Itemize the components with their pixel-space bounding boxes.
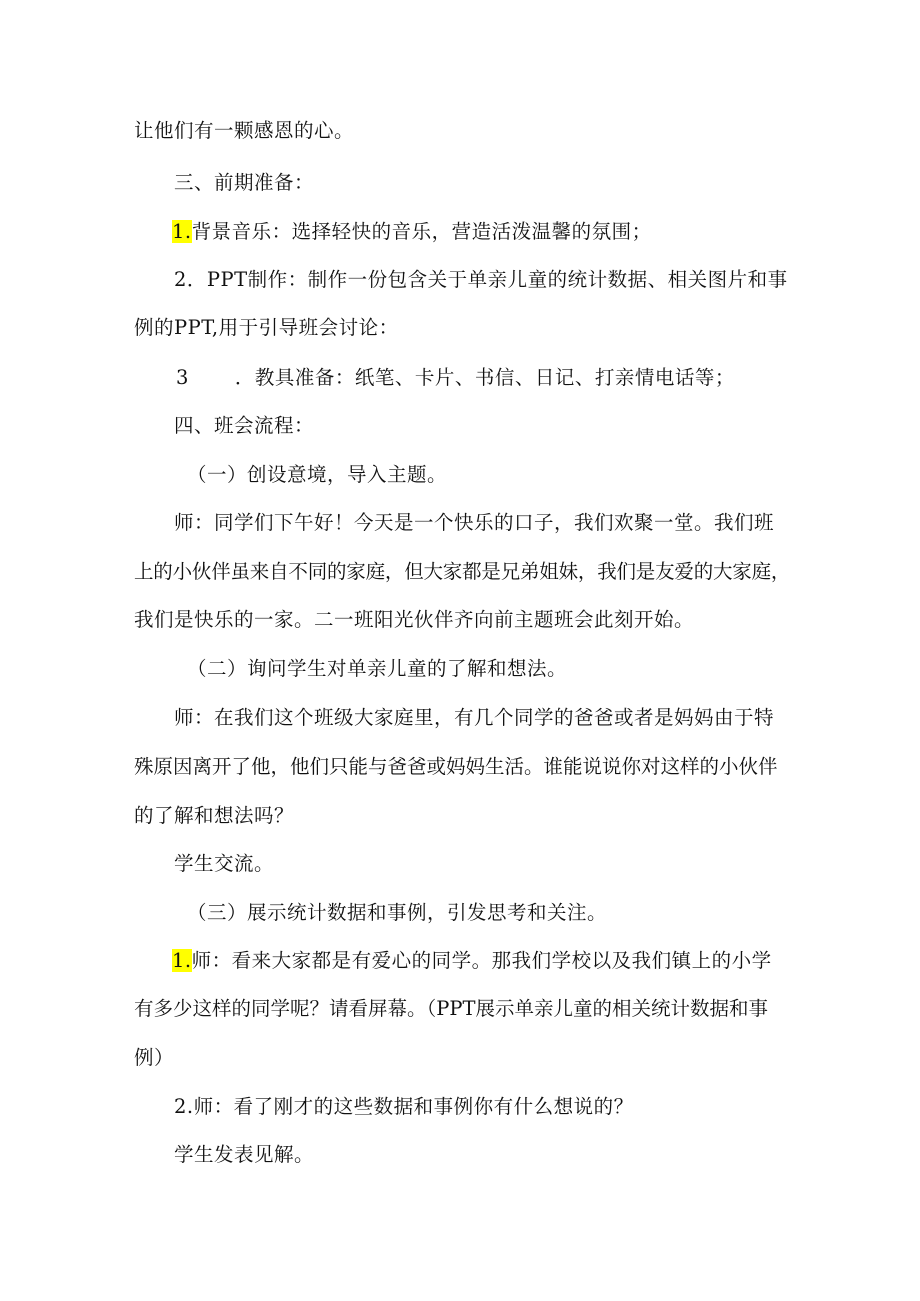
- highlighted-number: 1.: [172, 949, 192, 972]
- paragraph-line: 让他们有一颗感恩的心。: [134, 119, 355, 142]
- list-item: [176, 365, 735, 391]
- list-item-text: 师：看来大家都是有爱心的同学。那我们学校以及我们镇上的小学: [191, 949, 772, 972]
- subsection-heading: （二）询问学生对单亲儿童的了解和想法。: [187, 657, 568, 680]
- list-item-text: ．教具准备：纸笔、卡片、书信、日记、打亲情电话等；: [234, 366, 735, 389]
- paragraph-line: 师：在我们这个班级大家庭里，有几个同学的爸爸或者是妈妈由于特: [174, 706, 775, 729]
- paragraph-line: 上的小伙伴虽来自不同的家庭，但大家都是兄弟姐妹，我们是友爱的大家庭，: [134, 560, 791, 583]
- list-item: [172, 948, 772, 974]
- paragraph-line: 例）: [134, 1046, 175, 1069]
- paragraph-line: 例的PPT,用于引导班会讨论：: [134, 316, 399, 339]
- paragraph-line: 殊原因离开了他，他们只能与爸爸或妈妈生活。谁能说说你对这样的小伙伴: [134, 755, 778, 778]
- subsection-heading: （三）展示统计数据和事例，引发思考和关注。: [187, 901, 608, 924]
- paragraph-line: 我们是快乐的一家。二一班阳光伙伴齐向前主题班会此刻开始。: [134, 608, 695, 631]
- paragraph-line: 师：同学们下午好！今天是一个快乐的口子，我们欢聚一堂。我们班: [174, 511, 775, 534]
- highlighted-number: 1.: [172, 220, 192, 243]
- list-item-text: 背景音乐：选择轻快的音乐，营造活泼温馨的氛围；: [191, 220, 652, 243]
- paragraph-line: 的了解和想法吗？: [134, 804, 295, 827]
- list-item: 2.师：看了刚才的这些数据和事例你有什么想说的？: [174, 1095, 634, 1118]
- subsection-heading: （一）创设意境，导入主题。: [187, 463, 448, 486]
- list-item: [172, 219, 652, 245]
- paragraph-line: 有多少这样的同学呢？请看屏幕。（PPT展示单亲儿童的相关统计数据和事: [134, 997, 768, 1020]
- paragraph-line: 学生交流。: [174, 852, 275, 875]
- section-heading: 三、前期准备：: [174, 171, 315, 194]
- paragraph-line: 学生发表见解。: [174, 1143, 315, 1166]
- list-number: 3: [176, 366, 189, 389]
- list-item: 2．PPT制作：制作一份包含关于单亲儿童的统计数据、相关图片和事: [174, 268, 788, 291]
- section-heading: 四、班会流程：: [174, 414, 315, 437]
